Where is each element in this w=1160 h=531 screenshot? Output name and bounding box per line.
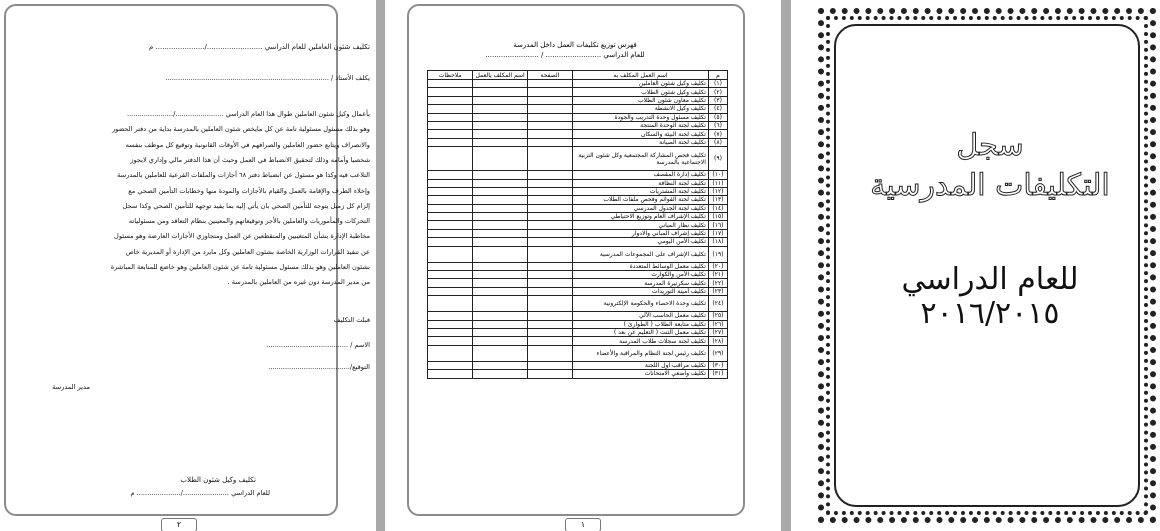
row-assignee-cell <box>473 147 528 171</box>
row-work-name: تكليف نظار المباني <box>573 221 709 229</box>
header-notes: ملاحظات <box>428 71 473 80</box>
row-number: (٢٧) <box>708 328 727 336</box>
table-row <box>428 213 728 221</box>
name-line: الاسم / ....................................... <box>266 341 370 349</box>
row-assignee-cell <box>473 179 528 187</box>
document-page-2 <box>0 0 376 531</box>
row-assignee-cell <box>473 345 528 361</box>
row-notes-cell <box>428 96 473 104</box>
row-notes-cell <box>428 246 473 262</box>
header-num: م <box>708 71 727 80</box>
row-page-cell <box>527 271 572 279</box>
row-number: (٧) <box>708 130 727 138</box>
row-number: (٢٣) <box>708 287 727 295</box>
cover-year: ٢٠١٦/٢٠١٥ <box>920 296 1060 331</box>
table-row <box>428 229 728 237</box>
row-assignee-cell <box>473 138 528 146</box>
page-number: ١ <box>565 518 601 531</box>
row-work-name: تكليف معمل الحاسب الآلي <box>573 312 709 320</box>
row-number: (٣٠) <box>708 361 727 369</box>
row-assignee-cell <box>473 229 528 237</box>
row-assignee-cell <box>473 246 528 262</box>
row-notes-cell <box>428 204 473 212</box>
paragraph-line: بشئون العاملين وهو بذلك مسئول مسئولية تامة عن شئون العاملين وهو خاضع للمتابعة المباشرة <box>110 263 370 271</box>
row-notes-cell <box>428 88 473 96</box>
row-number: (١٠) <box>708 171 727 179</box>
paragraph-line: من مدير المدرسة دون غيره من العاملين بالمدرسة . <box>227 278 370 287</box>
row-assignee-cell <box>473 105 528 113</box>
row-work-name: تكليف لجنة المشتريات <box>573 187 709 195</box>
row-number: (١٥) <box>708 213 727 221</box>
row-page-cell <box>527 196 572 204</box>
row-page-cell <box>527 296 572 312</box>
row-page-cell <box>527 179 572 187</box>
paragraph-line: التحركات والمأموريات والعاملين بالأجر وتوقيعاتهم والمعينين بنظام التعاقد ومن مسئولياته <box>128 217 370 226</box>
table-row <box>428 345 728 361</box>
row-page-cell <box>527 213 572 221</box>
table-row <box>428 204 728 212</box>
row-number: (٢١) <box>708 271 727 279</box>
table-row <box>428 80 728 88</box>
row-notes-cell <box>428 196 473 204</box>
row-notes-cell <box>428 80 473 88</box>
row-work-name: تكليف معمل الثنت ( التعليم عن بعد ) <box>573 328 709 336</box>
table-row <box>428 138 728 146</box>
row-notes-cell <box>428 345 473 361</box>
paragraph-line: والانصراف ويتابع حضور العاملين والصرافهم في الأوقات القانونية وتوقيع كل موظف بنفسه <box>125 140 370 149</box>
row-assignee-cell <box>473 271 528 279</box>
row-assignee-cell <box>473 113 528 121</box>
row-page-cell <box>527 147 572 171</box>
row-work-name: تكليف متابعة الطلاب ( الطوارئ ) <box>573 320 709 328</box>
row-page-cell <box>527 246 572 262</box>
row-page-cell <box>527 130 572 138</box>
row-notes-cell <box>428 370 473 378</box>
row-notes-cell <box>428 229 473 237</box>
header-page: الصفحة <box>527 71 572 80</box>
row-notes-cell <box>428 213 473 221</box>
row-notes-cell <box>428 328 473 336</box>
table-row <box>428 221 728 229</box>
table-row <box>428 171 728 179</box>
row-work-name: تكليف إشراف المباني والادوار <box>573 229 709 237</box>
row-assignee-cell <box>473 312 528 320</box>
row-page-cell <box>527 229 572 237</box>
row-work-name: تكليف أمينة التوريدات <box>573 287 709 295</box>
row-number: (٨) <box>708 138 727 146</box>
table-row <box>428 328 728 336</box>
table-row <box>428 370 728 378</box>
table-row <box>428 121 728 129</box>
row-notes-cell <box>428 361 473 369</box>
row-work-name: تكليف لجنة الوحدة المنتجة <box>573 121 709 129</box>
row-notes-cell <box>428 138 473 146</box>
row-number: (١٤) <box>708 204 727 212</box>
cover-subheading: التكليفات المدرسية <box>870 168 1110 203</box>
row-work-name: تكليف لجنة سجلات طلاب المدرسة <box>573 337 709 345</box>
signature-line: التوقيع/....................................... <box>268 363 370 371</box>
row-notes-cell <box>428 105 473 113</box>
row-work-name: تكليف وكيل الانشطة <box>573 105 709 113</box>
row-page-cell <box>527 121 572 129</box>
row-notes-cell <box>428 279 473 287</box>
row-work-name: تكليف الإشراف العام وتوزيع الاحتياطي <box>573 213 709 221</box>
row-page-cell <box>527 88 572 96</box>
row-work-name: تكليف سكرتيرة المدرسة <box>573 279 709 287</box>
table-row <box>428 96 728 104</box>
row-assignee-cell <box>473 296 528 312</box>
row-assignee-cell <box>473 262 528 270</box>
row-work-name: تكليف رئيس لجنة النظام والمراقبة والأعضاء <box>573 345 709 361</box>
table-row <box>428 246 728 262</box>
row-notes-cell <box>428 221 473 229</box>
row-work-name: تكليف معاون شئون الطلاب <box>573 96 709 104</box>
row-notes-cell <box>428 262 473 270</box>
row-number: (١) <box>708 80 727 88</box>
row-assignee-cell <box>473 213 528 221</box>
page-number: ٢ <box>161 518 197 531</box>
row-work-name: تكليف وكيل شئون العاملين <box>573 80 709 88</box>
row-number: (٥) <box>708 113 727 121</box>
row-work-name: تكليف مسئول وحدة التدريب والجودة <box>573 113 709 121</box>
table-row <box>428 130 728 138</box>
accepted-label: قبلت التكليف <box>333 316 370 324</box>
row-page-cell <box>527 361 572 369</box>
row-notes-cell <box>428 287 473 295</box>
row-page-cell <box>527 171 572 179</box>
table-row <box>428 312 728 320</box>
row-number: (٢) <box>708 88 727 96</box>
row-number: (٢٨) <box>708 337 727 345</box>
row-assignee-cell <box>473 130 528 138</box>
row-number: (١٩) <box>708 246 727 262</box>
row-assignee-cell <box>473 196 528 204</box>
table-row <box>428 238 728 246</box>
row-assignee-cell <box>473 279 528 287</box>
row-number: (١٨) <box>708 238 727 246</box>
row-notes-cell <box>428 312 473 320</box>
footer-year: للعام الدراسي ....................../..................... م <box>130 489 270 497</box>
row-number: (١٦) <box>708 221 727 229</box>
row-notes-cell <box>428 121 473 129</box>
row-page-cell <box>527 105 572 113</box>
row-page-cell <box>527 204 572 212</box>
row-assignee-cell <box>473 238 528 246</box>
row-work-name: تكليف الأمن اليومي <box>573 238 709 246</box>
row-notes-cell <box>428 147 473 171</box>
row-assignee-cell <box>473 121 528 129</box>
row-notes-cell <box>428 179 473 187</box>
row-page-cell <box>527 279 572 287</box>
table-row <box>428 296 728 312</box>
row-notes-cell <box>428 271 473 279</box>
row-number: (٢٢) <box>708 279 727 287</box>
row-page-cell <box>527 320 572 328</box>
row-work-name: تكليف مراقب اول اللجنة <box>573 361 709 369</box>
row-assignee-cell <box>473 221 528 229</box>
table-row <box>428 337 728 345</box>
row-notes-cell <box>428 320 473 328</box>
paragraph-line: وإخلاء الطرف والإقامة بالعمل والقيام بالأجازات والمودة منها وخطابات التأمين الصحي مع <box>128 186 370 195</box>
table-row <box>428 179 728 187</box>
paragraph-line: إلزام كل زميل يتوجه للتأمين الصحي بان يأتي إليه بما يفيد توجهه للتأمين الصحي وكذا سجل <box>122 201 370 210</box>
header-name: اسم المكلف بالعمل <box>473 71 528 80</box>
row-page-cell <box>527 345 572 361</box>
table-row <box>428 88 728 96</box>
row-work-name: تكليف لجنة البيئة والسكان <box>573 130 709 138</box>
index-year: للعام الدراسي ......................... / ........................ <box>485 51 645 59</box>
row-work-name: تكليف وحدة الاحصاء والحكومة الإلكترونية <box>573 296 709 312</box>
row-number: (١١) <box>708 179 727 187</box>
row-number: (٢٥) <box>708 312 727 320</box>
row-work-name: تكليف لجنة الجدول المدرسي <box>573 204 709 212</box>
paragraph-line: بأعمال وكيل شئون العاملين طوال هذا العام الدراسي ......................./...................... <box>126 110 370 118</box>
row-assignee-cell <box>473 171 528 179</box>
index-title: فهرس توزيع تكليفات العمل داخل المدرسة <box>513 41 637 49</box>
teacher-line: يكلف الأستاذ / .............................................................................. <box>165 74 370 82</box>
row-notes-cell <box>428 296 473 312</box>
row-assignee-cell <box>473 287 528 295</box>
row-work-name: تكليف لجنة النظافة <box>573 179 709 187</box>
row-notes-cell <box>428 130 473 138</box>
row-page-cell <box>527 96 572 104</box>
row-page-cell <box>527 312 572 320</box>
paragraph-line: شخصيا وأمامه وذلك لتحقيق الانضباط في العمل وحيث أن هذا الدفتر مالي وإداري لايجوز <box>130 155 370 164</box>
row-page-cell <box>527 138 572 146</box>
row-work-name: تكليف لجنة الصيانة <box>573 138 709 146</box>
table-row <box>428 187 728 195</box>
table-row <box>428 105 728 113</box>
row-page-cell <box>527 328 572 336</box>
row-assignee-cell <box>473 370 528 378</box>
row-page-cell <box>527 238 572 246</box>
row-number: (٢٦) <box>708 320 727 328</box>
row-assignee-cell <box>473 337 528 345</box>
page-gap-right <box>781 0 791 531</box>
table-header-row <box>428 71 728 80</box>
table-row <box>428 147 728 171</box>
index-table <box>427 70 728 379</box>
table-row <box>428 113 728 121</box>
row-work-name: تكليف وكيل شئون الطلاب <box>573 88 709 96</box>
row-assignee-cell <box>473 88 528 96</box>
row-number: (٢٤) <box>708 296 727 312</box>
page-title: تكليف شئون العاملين للعام الدراسي ........................./...................... م <box>148 43 370 51</box>
paragraph-line: مخاطبة الإدارة بشأن المتغيبين والمنقطعين عن العمل ومتجاوزي الأجازات العارضة وهو مسئول <box>114 232 370 241</box>
row-notes-cell <box>428 238 473 246</box>
row-page-cell <box>527 337 572 345</box>
row-number: (٣) <box>708 96 727 104</box>
row-page-cell <box>527 221 572 229</box>
row-number: (٩) <box>708 147 727 171</box>
page-gap-left <box>376 0 385 531</box>
row-assignee-cell <box>473 361 528 369</box>
row-notes-cell <box>428 171 473 179</box>
row-page-cell <box>527 187 572 195</box>
row-page-cell <box>527 262 572 270</box>
table-row <box>428 279 728 287</box>
row-work-name: تكليف الأمن والكوارث <box>573 271 709 279</box>
paragraph-line: وهو بذلك مسئول مسئولية تامة عن كل مايخص شئون العاملين بالمدرسة بداية من دفتر الحضور <box>112 125 370 134</box>
row-work-name: تكليف الإشراف على المجموعات المدرسية <box>573 246 709 262</box>
row-number: (١٢) <box>708 187 727 195</box>
row-number: (٤) <box>708 105 727 113</box>
row-work-name: تكليف إدارة المقصف <box>573 171 709 179</box>
row-work-name: تكليف فحص المشاركة المجتمعية وكل شئون التربية الاجتماعية بالمدرسة <box>573 147 709 171</box>
row-page-cell <box>527 80 572 88</box>
row-number: (٣١) <box>708 370 727 378</box>
table-row <box>428 320 728 328</box>
table-row <box>428 287 728 295</box>
paragraph-line: عن تنفيذ القرارات الوزارية الخاصة بشئون العاملين وكل مايرد من الإدارة أو المديرية خاص <box>125 247 370 256</box>
row-notes-cell <box>428 113 473 121</box>
document-page-1 <box>385 0 781 531</box>
cover-heading: سجل <box>956 128 1024 163</box>
table-row <box>428 196 728 204</box>
row-assignee-cell <box>473 96 528 104</box>
row-notes-cell <box>428 187 473 195</box>
row-number: (٦) <box>708 121 727 129</box>
paragraph-line: التلاعب فيه وكذا هو مسئول عن انضباط دفتر ٦٨ أجازات والملفات الفرعية للعاملين بالمدرسة <box>117 171 370 180</box>
row-number: (٢٩) <box>708 345 727 361</box>
header-work: اسم العمل المكلف به <box>573 71 709 80</box>
row-page-cell <box>527 113 572 121</box>
table-row <box>428 271 728 279</box>
row-work-name: تكليف معمل الوسائط المتعددة <box>573 262 709 270</box>
cover-year-label: للعام الدراسي <box>901 262 1079 297</box>
row-assignee-cell <box>473 320 528 328</box>
table-row <box>428 361 728 369</box>
row-assignee-cell <box>473 204 528 212</box>
row-work-name: تكليف لجنة القوائم وفحص ملفات الطلاب <box>573 196 709 204</box>
row-work-name: تكليف واضعي الامتحانات <box>573 370 709 378</box>
row-number: (١٣) <box>708 196 727 204</box>
row-number: (١٧) <box>708 229 727 237</box>
row-page-cell <box>527 370 572 378</box>
row-number: (٢٠) <box>708 262 727 270</box>
row-notes-cell <box>428 337 473 345</box>
row-assignee-cell <box>473 187 528 195</box>
row-assignee-cell <box>473 328 528 336</box>
table-row <box>428 262 728 270</box>
row-assignee-cell <box>473 80 528 88</box>
footer-title: تكليف وكيل شئون الطلاب <box>180 476 256 484</box>
principal-label: مدير المدرسة <box>52 383 90 391</box>
row-page-cell <box>527 287 572 295</box>
